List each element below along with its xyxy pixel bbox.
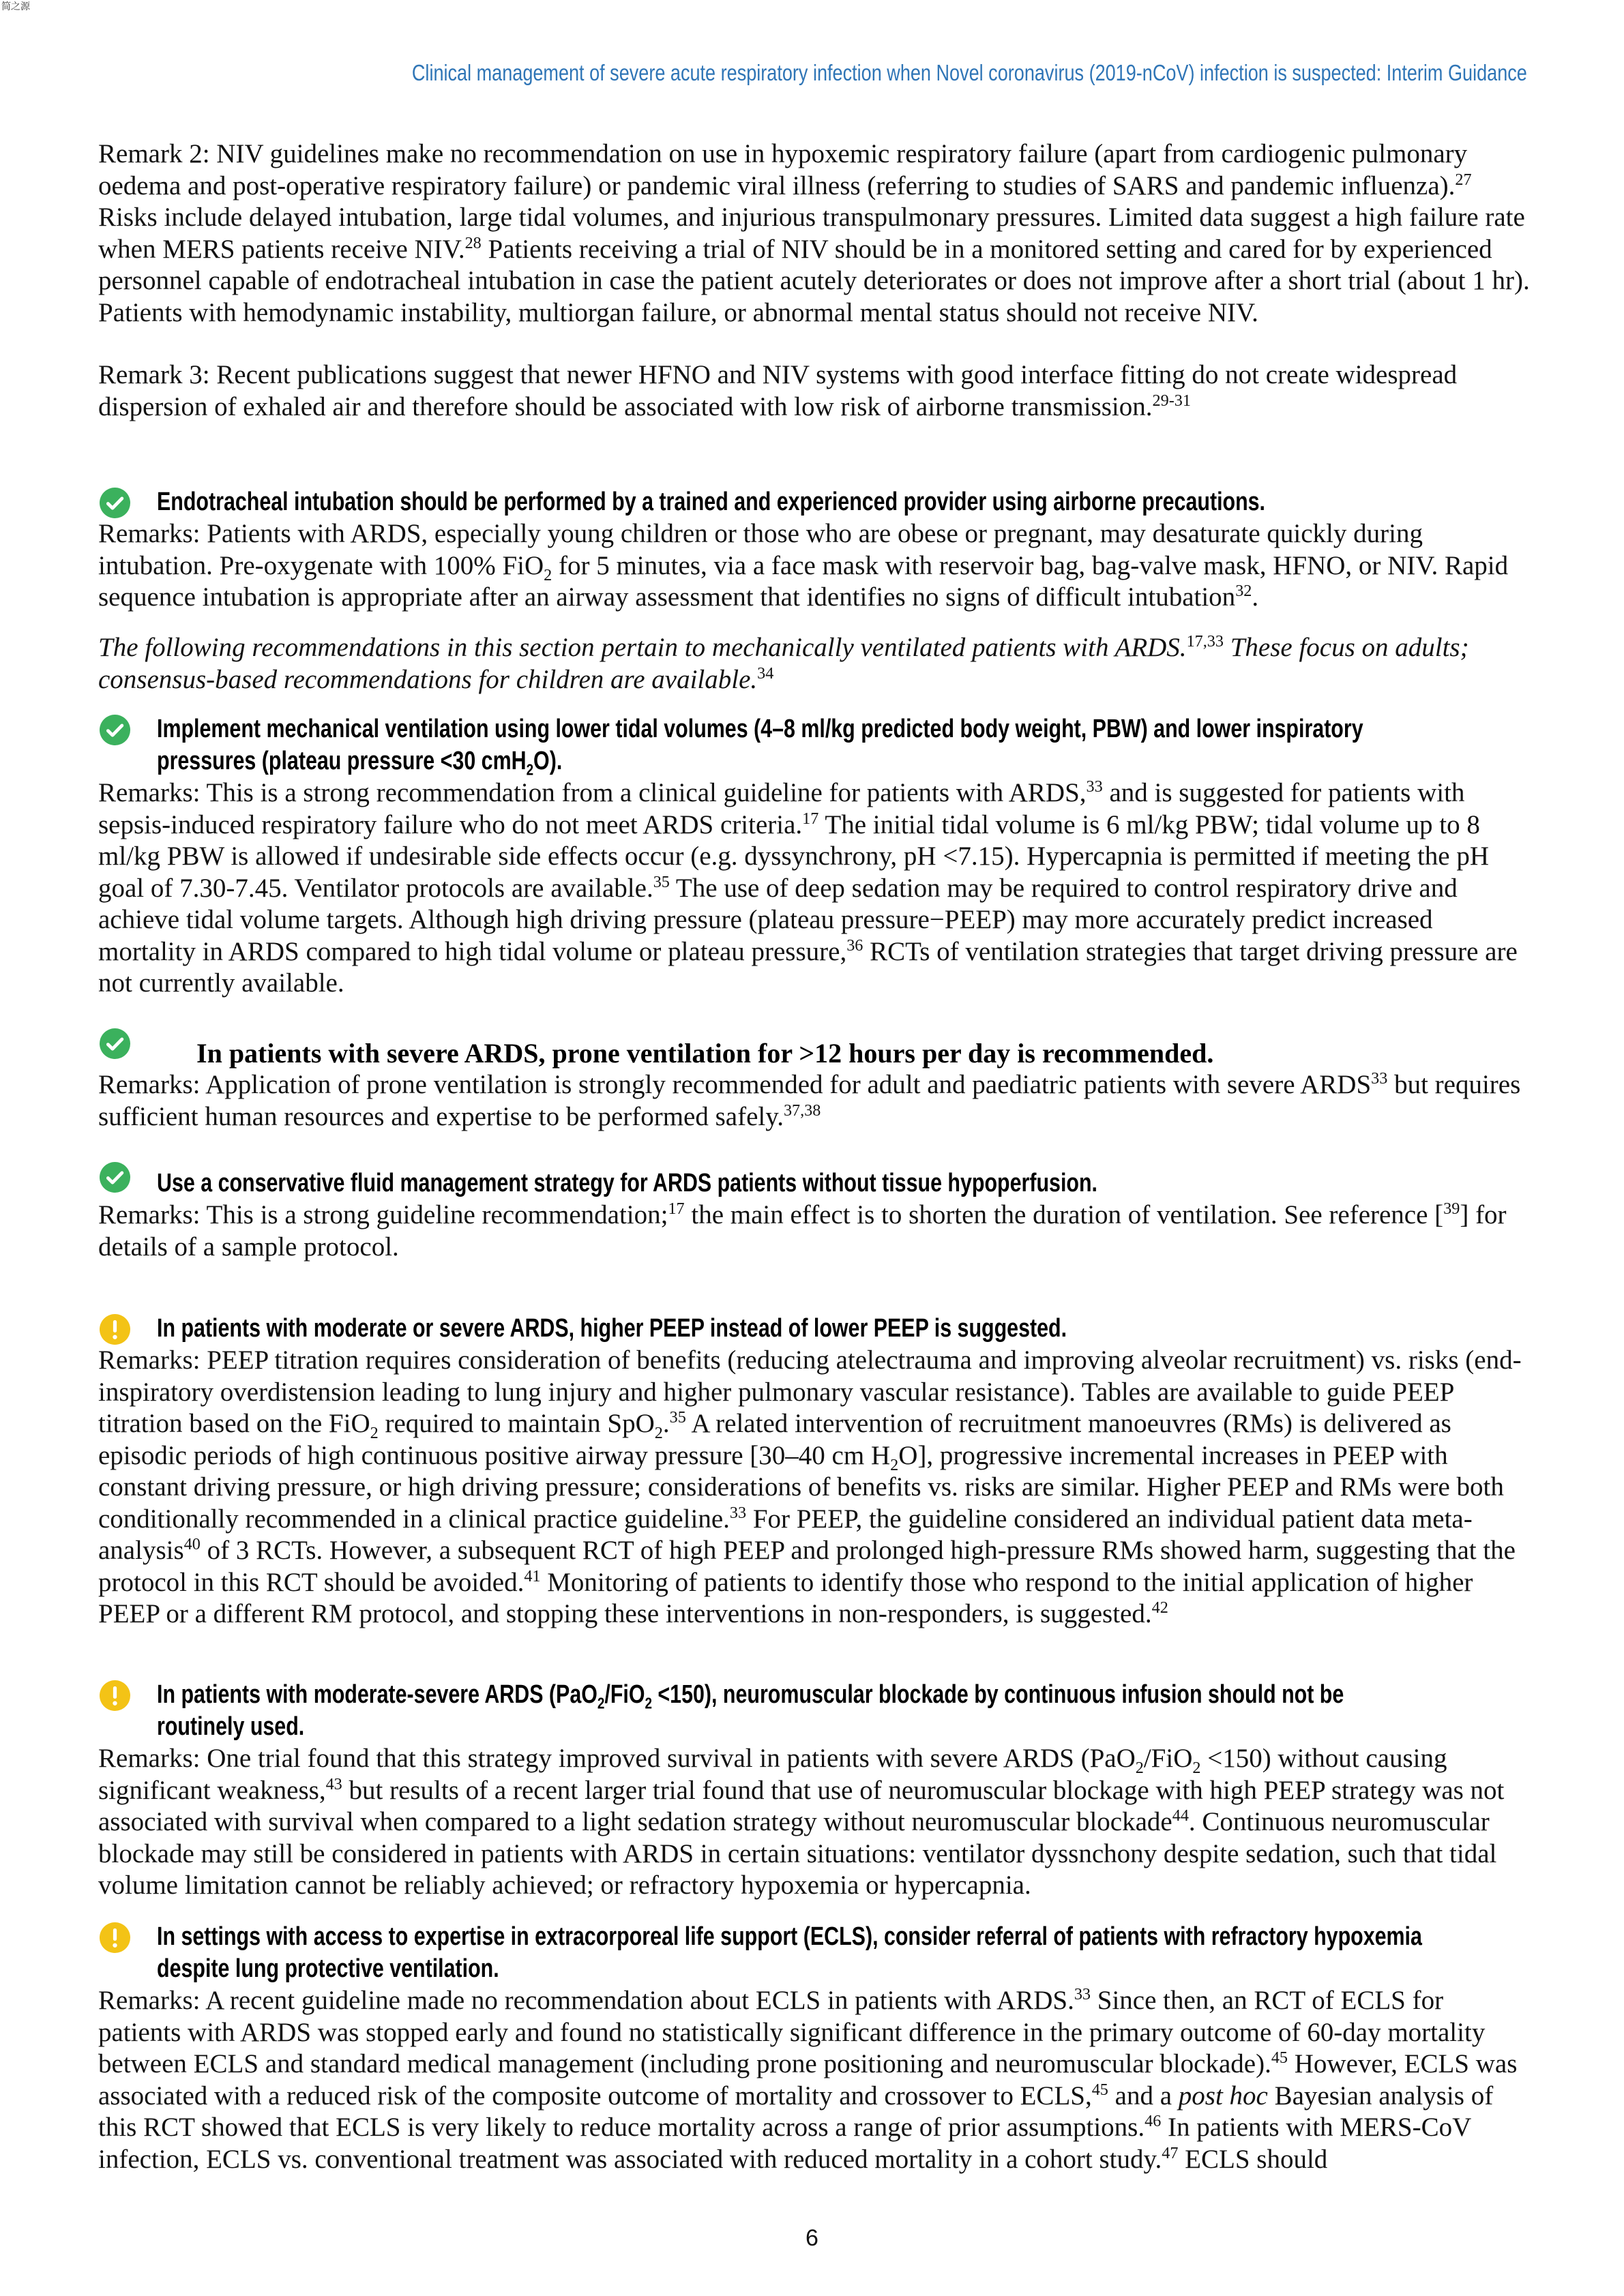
heading-line-text [157, 745, 562, 777]
document-title: Clinical management of severe acute respiratory infection when Novel coronavirus (2019-nCoV) infection is suspected: Interim Guidance [412, 60, 1527, 85]
ventilated-patients-intro [98, 632, 1531, 696]
text-run: In patients with MERS-CoV infection, ECLS vs. conventional treatment was associated with reduced mortality in a cohort study. [98, 2113, 1471, 2174]
italic-text: These focus on adults; consensus-based recommendations for children are available. [98, 633, 1469, 694]
text-run: required to maintain SpO [378, 1409, 655, 1438]
citation-superscript: 40 [183, 1535, 201, 1553]
text-run: Use a conservative fluid management strategy for ARDS patients without tissue hypoperfusion. [157, 1169, 1097, 1197]
citation-superscript: 17 [802, 809, 819, 828]
text-run: Remark 2: NIV guidelines make no recommendation on use in hypoxemic respiratory failure (apart from cardiogenic pulmonary oedema and post-operative respiratory failure) or pandemic viral illness (referring to studies of SARS and pandemic influenza). [98, 139, 1468, 200]
subscript: 2 [544, 565, 552, 584]
text-run: the main effect is to shorten the duration of ventilation. See reference [ [684, 1200, 1444, 1229]
text-run: Remarks: This is a strong recommendation from a clinical guideline for patients with ARDS, [98, 778, 1087, 807]
heading-line-text [157, 1921, 1422, 1953]
heading-line [157, 1953, 1616, 1985]
subscript: 2 [645, 1694, 652, 1711]
text-run: RCTs of ventilation strategies that target driving pressure are not currently available. [98, 936, 1518, 998]
text-run: In patients with moderate-severe ARDS (PaO [157, 1680, 597, 1709]
text-run: O], progressive incremental increases in PEEP with constant driving pressure, or high driving pressure; considerations of benefits vs. risks are similar. Higher PEEP and RMs were both conditionally recommended in a clinical practice guideline. [98, 1440, 1504, 1534]
citation-superscript: 34 [757, 664, 774, 683]
subscript: 2 [890, 1455, 899, 1474]
check-circle-icon [100, 1162, 130, 1193]
heading-line [157, 486, 1616, 518]
text-run: and a [1108, 2081, 1179, 2111]
citation-superscript: 44 [1172, 1806, 1189, 1825]
heading-line [157, 1921, 1616, 1953]
citation-superscript: 29-31 [1152, 391, 1191, 410]
text-run: Patients receiving a trial of NIV should be in a monitored setting and cared for by experienced personnel capable of endotracheal intubation in case the patient acutely deteriorates or does not improve after a short trial (about 1 hr). Patients with hemodynamic instability, multiorgan failure, or abnormal mental status should not receive NIV. [98, 234, 1530, 327]
text-run: In patients with moderate or severe ARDS, higher PEEP instead of lower PEEP is suggested. [157, 1314, 1067, 1343]
heading-line-text [196, 1037, 1213, 1069]
remarks-paragraph [98, 1199, 1531, 1263]
text-run: Remarks: Patients with ARDS, especially young children or those who are obese or pregnant, may desaturate quickly during intubation. Pre-oxygenate with 100% FiO [98, 519, 1423, 580]
text-run: For PEEP, the guideline considered an individual patient data meta-analysis [98, 1504, 1473, 1565]
text-run: ECLS should [1178, 2144, 1328, 2174]
neuromuscular-blockade-recommendation [0, 1679, 1624, 1902]
citation-superscript: 47 [1162, 2143, 1179, 2162]
text-run: Risks include delayed intubation, large tidal volumes, and injurious transpulmonary pressures. Limited data suggest a high failure rate when MERS patients receive NIV. [98, 203, 1525, 264]
text-run: but results of a recent larger trial found that use of neuromuscular blockage with high PEEP strategy was not associated with survival when compared to a light sedation strategy without neuromuscular blockade [98, 1775, 1505, 1836]
recommendation-heading [157, 1679, 1624, 1743]
recommendation-heading [157, 486, 1624, 518]
subscript: 2 [597, 1694, 605, 1711]
heading-line-text [157, 1313, 1067, 1345]
italic-text: The following recommendations in this section pertain to mechanically ventilated patients with ARDS. [98, 633, 1187, 662]
subscript: 2 [1135, 1758, 1144, 1777]
heading-line [157, 1711, 1616, 1743]
heading-line [157, 1313, 1616, 1345]
text-run: Remarks: A recent guideline made no recommendation about ECLS in patients with ARDS. [98, 1986, 1074, 2015]
check-circle-icon [100, 715, 130, 745]
text-run: Implement mechanical ventilation using lower tidal volumes (4–8 ml/kg predicted body weight, PBW) and lower inspiratory [157, 715, 1363, 743]
prone-ventilation-recommendation [0, 1037, 1624, 1133]
text-run: However, ECLS was associated with a reduced risk of the composite outcome of mortality and crossover to ECLS, [98, 2049, 1518, 2111]
text-run: pressures (plateau pressure <30 cmH [157, 747, 527, 775]
heading-line-text [157, 1711, 304, 1743]
text-run: Remarks: PEEP titration requires consideration of benefits (reducing atelectrauma and improving alveolar recruitment) vs. risks (end-inspiratory overdistension leading to lung injury and higher pulmonary vascular resistance). Tables are available to guide PEEP titration based on the FiO [98, 1345, 1522, 1438]
remark-3-paragraph [98, 359, 1531, 423]
citation-superscript: 41 [524, 1566, 541, 1585]
remarks-paragraph [98, 1743, 1531, 1902]
citation-superscript: 33 [1086, 777, 1103, 796]
text-run: for 5 minutes, via a face mask with reservoir bag, bag-valve mask, HFNO, or NIV. Rapid sequence intubation is appropriate after an airway assessment that identifies no signs of difficult intubation [98, 550, 1509, 612]
heading-line-text [157, 1953, 499, 1985]
citation-superscript: 33 [1371, 1069, 1388, 1088]
text-run: Remarks: One trial found that this strategy improved survival in patients with severe ARDS (PaO [98, 1744, 1136, 1773]
text-run: The use of deep sedation may be required to control respiratory drive and achieve tidal volume targets. Although high driving pressure (plateau pressure−PEEP) may more accurately predict increased mortality in ARDS compared to high tidal volume or plateau pressure, [98, 873, 1458, 966]
exclamation-circle-icon [100, 1314, 130, 1345]
text-run: Remarks: Application of prone ventilation is strongly recommended for adult and paediatric patients with severe ARDS [98, 1070, 1372, 1099]
text-run: Endotracheal intubation should be performed by a trained and experienced provider using airborne precautions. [157, 488, 1266, 516]
citation-superscript: 17 [668, 1199, 685, 1218]
remarks-paragraph [98, 1345, 1531, 1630]
citation-superscript: 17,33 [1186, 632, 1224, 651]
heading-line [157, 1679, 1616, 1711]
citation-superscript: 32 [1235, 582, 1252, 600]
remarks-paragraph [98, 518, 1531, 614]
heading-line-text [157, 1679, 1344, 1711]
citation-superscript: 37,38 [783, 1101, 821, 1120]
heading-line [157, 1167, 1616, 1199]
text-run: of 3 RCTs. However, a subsequent RCT of high PEEP and prolonged high-pressure RMs showed harm, suggesting that the protocol in this RCT should be avoided. [98, 1536, 1516, 1597]
text-run: . [662, 1409, 670, 1438]
subscript: 2 [526, 760, 534, 777]
text-run: routinely used. [157, 1712, 305, 1741]
peep-recommendation [0, 1313, 1624, 1630]
text-run: despite lung protective ventilation. [157, 1954, 499, 1983]
corner-label: 简之源 [1, 1, 30, 12]
text-run: /FiO [1143, 1744, 1193, 1773]
heading-line [196, 1037, 1492, 1069]
intubation-recommendation [0, 486, 1624, 614]
text-run: and is suggested for patients with sepsis-induced respiratory failure who do not meet ARDS criteria. [98, 778, 1465, 839]
ecls-recommendation [0, 1921, 1624, 2175]
check-circle-icon [100, 488, 130, 518]
text-run: In patients with severe ARDS, prone ventilation for >12 hours per day is recommended. [196, 1038, 1214, 1069]
text-run: <150) without causing significant weakness, [98, 1744, 1447, 1805]
text-run: ] for details of a sample protocol. [98, 1200, 1507, 1262]
citation-superscript: 27 [1455, 170, 1472, 189]
text-run: Since then, an RCT of ECLS for patients with ARDS was stopped early and found no statistically significant difference in the primary outcome of 60-day mortality between ECLS and standard medical management (including prone positioning and neuromuscular blockade). [98, 1986, 1486, 2078]
citation-superscript: 28 [464, 233, 482, 252]
remarks-paragraph [98, 1985, 1531, 2175]
citation-superscript: 33 [729, 1503, 747, 1522]
subscript: 2 [370, 1423, 379, 1442]
text-run: O). [533, 747, 563, 775]
text-run: but requires sufficient human resources and expertise to be performed safely. [98, 1070, 1521, 1131]
recommendation-heading [157, 1167, 1624, 1199]
heading-line [157, 713, 1616, 745]
text-run: A related intervention of recruitment manoeuvres (RMs) is delivered as episodic periods of high continuous positive airway pressure [30–40 cm H [98, 1409, 1451, 1470]
italic-text: post hoc [1178, 2081, 1268, 2111]
text-run: The initial tidal volume is 6 ml/kg PBW; tidal volume up to 8 ml/kg PBW is allowed if undesirable side effects occur (e.g. dyssynchrony, pH <7.15). Hypercapnia is permitted if meeting the pH goal of 7.30-7.45. Ventilator protocols are available. [98, 809, 1490, 903]
text-run: . [1252, 582, 1259, 612]
text-run: Bayesian analysis of this RCT showed that ECLS is very likely to reduce mortality across a range of prior assumptions. [98, 2081, 1494, 2142]
page-number: 6 [806, 2225, 818, 2251]
heading-line [157, 745, 1616, 777]
fluid-management-recommendation [0, 1167, 1624, 1263]
text-run: Remarks: This is a strong guideline recommendation; [98, 1200, 668, 1229]
subscript: 2 [654, 1423, 663, 1442]
citation-superscript: 45 [1091, 2080, 1108, 2099]
text-run: Monitoring of patients to identify those who respond to the initial application of higher PEEP or a different RM protocol, and stopping these interventions in non-responders, is suggested. [98, 1567, 1473, 1628]
citation-superscript: 45 [1271, 2048, 1288, 2067]
recommendation-heading [157, 713, 1624, 777]
tidal-volume-recommendation [0, 713, 1624, 1000]
citation-superscript: 43 [325, 1774, 342, 1793]
citation-superscript: 33 [1074, 1985, 1091, 2003]
text-run: /FiO [604, 1680, 645, 1709]
citation-superscript: 35 [669, 1408, 686, 1427]
check-circle-icon [100, 1028, 130, 1059]
recommendation-heading [157, 1313, 1624, 1345]
heading-line-text [157, 713, 1363, 745]
citation-superscript: 35 [653, 872, 670, 891]
subscript: 2 [1192, 1758, 1201, 1777]
citation-superscript: 46 [1145, 2112, 1162, 2130]
citation-superscript: 42 [1151, 1598, 1168, 1617]
remark-2-paragraph [98, 138, 1531, 329]
remarks-paragraph [98, 777, 1531, 1000]
exclamation-circle-icon [100, 1680, 130, 1711]
text-run: Remark 3: Recent publications suggest that newer HFNO and NIV systems with good interface fitting do not create widespread dispersion of exhaled air and therefore should be associated with low risk of airborne transmission. [98, 360, 1458, 421]
running-header [0, 59, 1527, 92]
heading-line-text [157, 486, 1265, 518]
citation-superscript: 39 [1443, 1199, 1460, 1218]
remarks-paragraph [98, 1069, 1531, 1133]
text-run: In settings with access to expertise in extracorporeal life support (ECLS), consider referral of patients with refractory hypoxemia [157, 1922, 1422, 1951]
text-run: . Continuous neuromuscular blockade may still be considered in patients with ARDS in certain situations: ventilator dyssnchony despite sedation, such that tidal volume limitation cannot be reliably achieved; or refractory hypoxemia or hypercapnia. [98, 1807, 1497, 1900]
exclamation-circle-icon [100, 1922, 130, 1953]
recommendation-heading [196, 1037, 1624, 1069]
heading-line-text [157, 1167, 1097, 1199]
text-run: <150), neuromuscular blockade by continuous infusion should not be [651, 1680, 1344, 1709]
recommendation-heading [157, 1921, 1624, 1985]
citation-superscript: 36 [846, 936, 863, 955]
